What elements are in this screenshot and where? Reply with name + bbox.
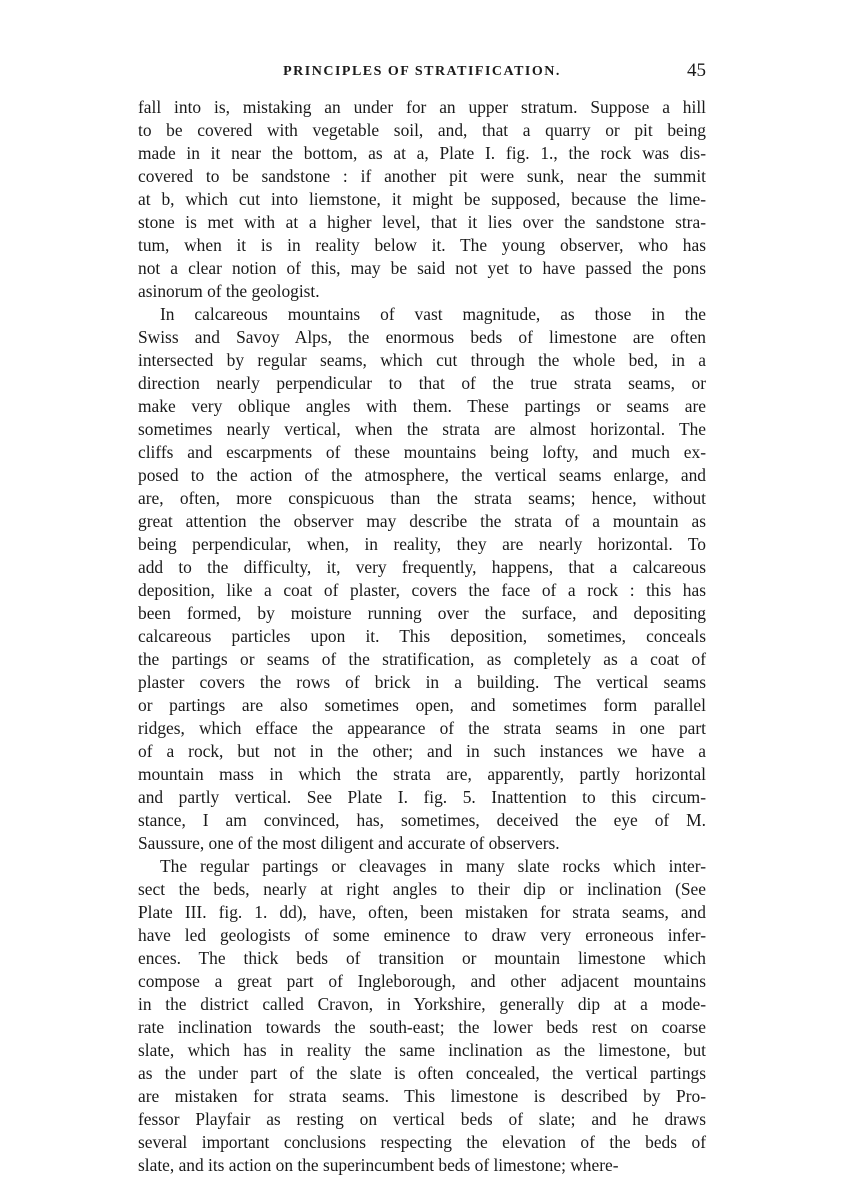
text-line: being perpendicular, when, in reality, they are nearly horizontal. To [138,534,706,554]
body-text [138,96,706,1177]
text-line: tum, when it is in reality below it. The young observer, who has [138,235,706,255]
text-line: compose a great part of Ingleborough, and other adjacent mountains [138,971,706,991]
text-line: plaster covers the rows of brick in a building. The vertical seams [138,672,706,692]
text-line: great attention the observer may describe the strata of a mountain as [138,511,706,531]
text-line: slate, and its action on the superincumbent beds of limestone; where- [138,1155,619,1175]
text-line: are, often, more conspicuous than the strata seams; hence, without [138,488,706,508]
text-line: Plate III. fig. 1. dd), have, often, been mistaken for strata seams, and [138,902,706,922]
text-line: stance, I am convinced, has, sometimes, deceived the eye of M. [138,810,706,830]
text-line: intersected by regular seams, which cut through the whole bed, in a [138,350,706,370]
text-line: and partly vertical. See Plate I. fig. 5. Inattention to this circum- [138,787,706,807]
text-line: Saussure, one of the most diligent and accurate of observers. [138,833,560,853]
text-line: slate, which has in reality the same inclination as the limestone, but [138,1040,706,1060]
text-line: covered to be sandstone : if another pit were sunk, near the summit [138,166,706,186]
text-line: calcareous particles upon it. This deposition, sometimes, conceals [138,626,706,646]
text-line: been formed, by moisture running over the surface, and depositing [138,603,706,623]
text-line: fessor Playfair as resting on vertical beds of slate; and he draws [138,1109,706,1129]
text-line: mountain mass in which the strata are, apparently, partly horizontal [138,764,706,784]
running-title: PRINCIPLES OF STRATIFICATION. [283,64,561,79]
text-line: make very oblique angles with them. These partings or seams are [138,396,706,416]
text-line: of a rock, but not in the other; and in such instances we have a [138,741,706,761]
text-line: to be covered with vegetable soil, and, that a quarry or pit being [138,120,706,140]
text-line: sometimes nearly vertical, when the strata are almost horizontal. The [138,419,706,439]
paragraph [138,855,706,1177]
text-line: the partings or seams of the stratification, as completely as a coat of [138,649,706,669]
paragraph [138,303,706,855]
text-line: not a clear notion of this, may be said not yet to have passed the pons [138,258,706,278]
text-line: asinorum of the geologist. [138,281,320,301]
text-line: or partings are also sometimes open, and sometimes form parallel [138,695,706,715]
paragraph [138,96,706,303]
text-line: The regular partings or cleavages in many slate rocks which inter- [160,856,706,876]
text-line: made in it near the bottom, as at a, Plate I. fig. 1., the rock was dis- [138,143,706,163]
text-line: have led geologists of some eminence to draw very erroneous infer- [138,925,706,945]
text-line: as the under part of the slate is often concealed, the vertical partings [138,1063,706,1083]
text-line: several important conclusions respecting the elevation of the beds of [138,1132,706,1152]
text-line: sect the beds, nearly at right angles to their dip or inclination (See [138,879,706,899]
text-line: stone is met with at a higher level, that it lies over the sandstone stra- [138,212,706,232]
running-head [138,60,706,84]
text-line: are mistaken for strata seams. This limestone is described by Pro- [138,1086,706,1106]
text-line: deposition, like a coat of plaster, covers the face of a rock : this has [138,580,706,600]
text-line: Swiss and Savoy Alps, the enormous beds of limestone are often [138,327,706,347]
text-line: add to the difficulty, it, very frequently, happens, that a calcareous [138,557,706,577]
text-line: posed to the action of the atmosphere, the vertical seams enlarge, and [138,465,706,485]
text-line: rate inclination towards the south-east; the lower beds rest on coarse [138,1017,706,1037]
text-line: cliffs and escarpments of these mountains being lofty, and much ex- [138,442,706,462]
text-line: in the district called Cravon, in Yorkshire, generally dip at a mode- [138,994,706,1014]
text-line: direction nearly perpendicular to that of the true strata seams, or [138,373,706,393]
text-line: at b, which cut into liemstone, it might be supposed, because the lime- [138,189,706,209]
text-line: In calcareous mountains of vast magnitude, as those in the [160,304,706,324]
text-line: fall into is, mistaking an under for an upper stratum. Suppose a hill [138,97,706,117]
text-line: ridges, which efface the appearance of the strata seams in one part [138,718,706,738]
page-number: 45 [687,60,706,81]
text-line: ences. The thick beds of transition or mountain limestone which [138,948,706,968]
